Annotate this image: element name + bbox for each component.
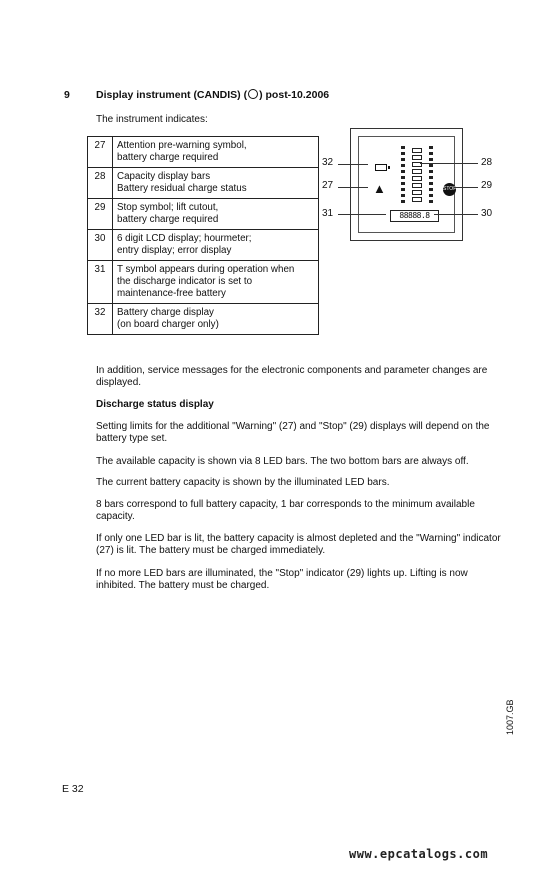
table-row — [88, 261, 319, 304]
paragraph-no-bars: If no more LED bars are illuminated, the "Stop" indicator (29) lights up. Lifting is now inhibited. The battery must be charged. — [96, 568, 468, 591]
legend-description: Battery charge display (on board charger only) — [113, 304, 319, 335]
legend-table — [87, 136, 319, 335]
callout-32: 32 — [322, 157, 334, 168]
callout-27: 27 — [322, 180, 334, 191]
capacity-bars — [412, 148, 422, 204]
callout-30: 30 — [481, 208, 493, 219]
legend-description: 6 digit LCD display; hourmeter; entry display; error display — [113, 230, 319, 261]
section-title-end: ) post-10.2006 — [259, 89, 330, 101]
legend-description: Attention pre-warning symbol, battery charge required — [113, 137, 319, 168]
table-row — [88, 137, 319, 168]
paragraph-available-capacity: The available capacity is shown via 8 LED bars. The two bottom bars are always off. — [96, 456, 469, 467]
table-row — [88, 199, 319, 230]
led-bar — [412, 169, 422, 174]
intro-text: The instrument indicates: — [96, 114, 208, 125]
led-bar — [412, 148, 422, 153]
section-title-start: Display instrument (CANDIS) ( — [96, 89, 248, 101]
legend-description: T symbol appears during operation when the discharge indicator is set to maintenance-free battery — [113, 261, 319, 304]
legend-number: 32 — [88, 304, 113, 335]
circle-symbol-icon — [248, 89, 258, 99]
led-bar — [412, 155, 422, 160]
callout-28: 28 — [481, 157, 493, 168]
callout-31: 31 — [322, 208, 334, 219]
paragraph-one-bar: If only one LED bar is lit, the battery capacity is almost depleted and the "Warning" indicator (27) is lit. The battery must be charged immediately. — [96, 533, 501, 556]
leader-line — [420, 163, 478, 164]
warning-triangle-icon: ▲ — [373, 181, 386, 196]
leader-line — [338, 214, 386, 215]
callout-29: 29 — [481, 180, 493, 191]
section-title — [96, 89, 329, 101]
section-number: 9 — [64, 89, 70, 101]
paragraph-current-capacity: The current battery capacity is shown by the illuminated LED bars. — [96, 477, 390, 488]
watermark-url: www.epcatalogs.com — [349, 847, 489, 861]
left-scale-marks — [401, 146, 405, 204]
legend-number: 29 — [88, 199, 113, 230]
leader-line — [338, 187, 368, 188]
legend-description: Capacity display bars Battery residual charge status — [113, 168, 319, 199]
battery-icon — [375, 164, 387, 171]
led-bar — [412, 190, 422, 195]
instrument-diagram — [350, 128, 463, 241]
document-number: 1007.GB — [505, 699, 515, 735]
table-row — [88, 168, 319, 199]
subheading-discharge-status: Discharge status display — [96, 399, 214, 410]
legend-number: 28 — [88, 168, 113, 199]
legend-number: 27 — [88, 137, 113, 168]
instrument-face — [358, 136, 455, 233]
table-row — [88, 230, 319, 261]
leader-line — [454, 187, 478, 188]
leader-line — [338, 164, 368, 165]
paragraph-setting-limits: Setting limits for the additional "Warning" (27) and "Stop" (29) displays will depend on the battery type set. — [96, 421, 490, 444]
led-bar — [412, 183, 422, 188]
paragraph-service-messages: In addition, service messages for the electronic components and parameter changes are displayed. — [96, 365, 488, 388]
paragraph-bar-meaning: 8 bars correspond to full battery capacity, 1 bar corresponds to the minimum available capacity. — [96, 499, 475, 522]
legend-description: Stop symbol; lift cutout, battery charge required — [113, 199, 319, 230]
led-bar — [412, 176, 422, 181]
leader-line — [434, 214, 478, 215]
legend-number: 30 — [88, 230, 113, 261]
led-bar — [412, 197, 422, 202]
page-identifier: E 32 — [62, 783, 84, 795]
legend-number: 31 — [88, 261, 113, 304]
stop-icon: STOP — [443, 183, 456, 196]
right-scale-marks — [429, 146, 433, 204]
lcd-display: 88888.8 — [390, 210, 439, 222]
table-row — [88, 304, 319, 335]
